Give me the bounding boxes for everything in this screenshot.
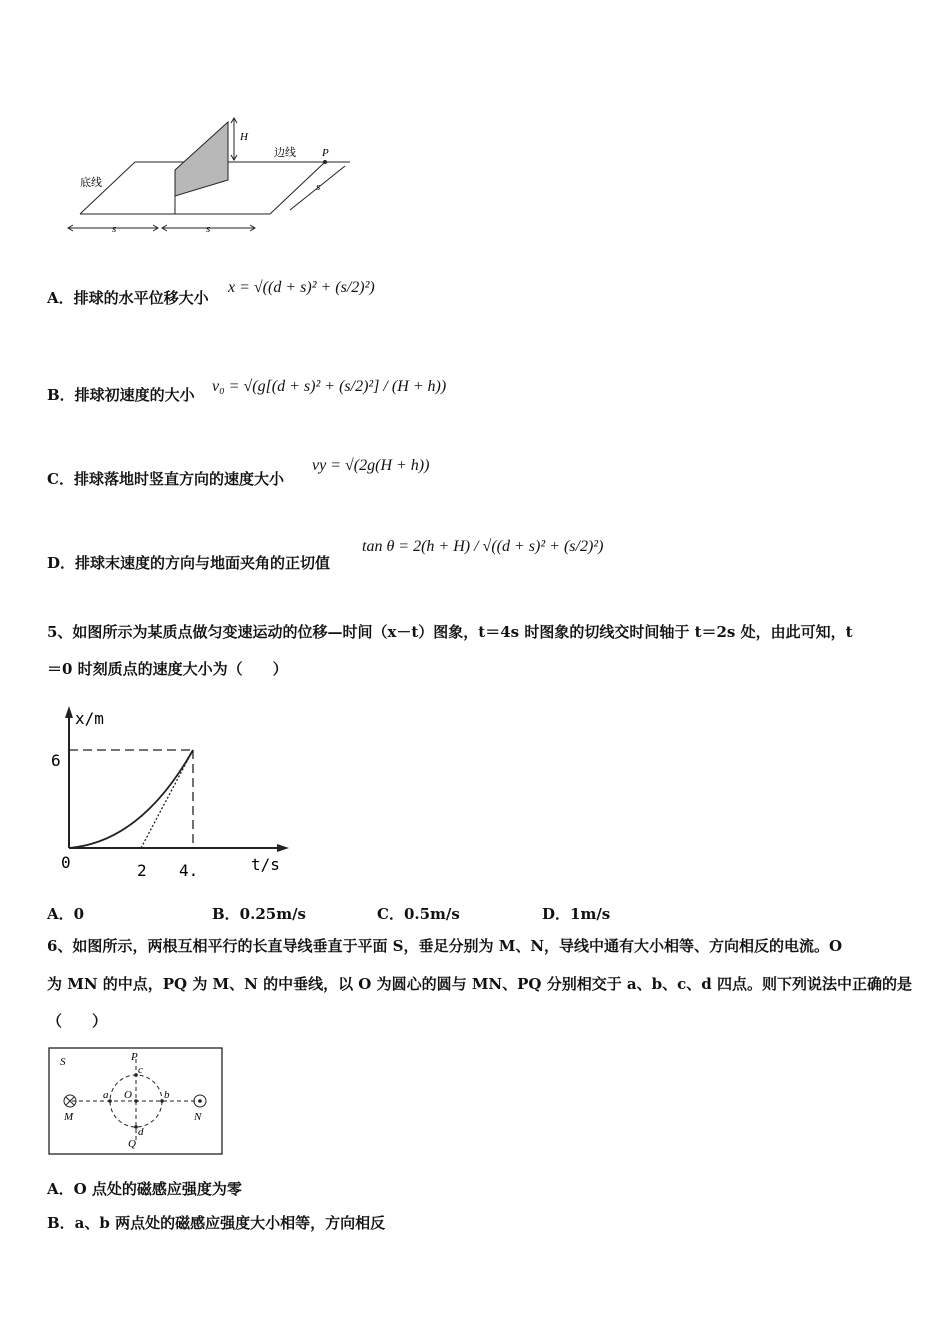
label-O: O xyxy=(124,1089,132,1101)
q5-option-d: D．1m/s xyxy=(542,905,611,923)
y-axis-label: x/m xyxy=(75,709,104,728)
q4-option-c: C．排球落地时竖直方向的速度大小 xyxy=(47,470,284,488)
q4-option-b: B．排球初速度的大小 xyxy=(47,386,195,404)
label-S: S xyxy=(60,1056,66,1068)
label-s-slant: s xyxy=(316,181,321,193)
label-N: N xyxy=(194,1111,202,1123)
q4-option-d: D．排球末速度的方向与地面夹角的正切值 xyxy=(47,554,331,572)
q6-stem-line3: （ ） xyxy=(47,1012,108,1030)
q4-option-a-formula: x = √((d + s)² + (s/2)²) xyxy=(228,279,375,296)
volleyball-court-figure xyxy=(60,110,360,240)
x-axis-label: t/s xyxy=(251,855,280,874)
label-Q: Q xyxy=(128,1138,136,1150)
label-s2: s xyxy=(206,223,211,235)
x-tick-4: 4. xyxy=(179,861,199,880)
q6-wires-figure xyxy=(48,1047,224,1157)
label-b: b xyxy=(164,1089,170,1101)
q6-stem-line2: 为 MN 的中点，PQ 为 M、N 的中垂线，以 O 为圆心的圆与 MN、PQ 分别相交于 a、b、c、d 四点。则下列说法中正确的是 xyxy=(47,975,912,993)
label-sideline: 边线 xyxy=(274,146,296,159)
q4-option-a: A．排球的水平位移大小 xyxy=(47,289,209,307)
q4-option-d-formula: tan θ = 2(h + H) / √((d + s)² + (s/2)²) xyxy=(362,538,604,555)
q5-stem-line1: 5、如图所示为某质点做匀变速运动的位移—时间（x－t）图象，t＝4s 时图象的切线交时间轴于 t＝2s 处，由此可知，t xyxy=(47,623,853,641)
label-d: d xyxy=(138,1126,144,1138)
q5-option-b: B．0.25m/s xyxy=(212,905,307,923)
label-P: P xyxy=(322,147,329,159)
q4-option-b-formula: v₀ = √(g[(d + s)² + (s/2)²] / (H + h)) xyxy=(212,378,447,395)
label-c: c xyxy=(138,1064,143,1076)
q6-stem-line1: 6、如图所示，两根互相平行的长直导线垂直于平面 S，垂足分别为 M、N，导线中通有大小相等、方向相反的电流。O xyxy=(47,937,843,955)
q6-option-b: B．a、b 两点处的磁感应强度大小相等，方向相反 xyxy=(47,1214,386,1232)
q5-option-c: C．0.5m/s xyxy=(377,905,460,923)
q5-option-a: A．0 xyxy=(47,905,85,923)
label-baseline: 底线 xyxy=(80,176,102,189)
q4-option-c-formula: vy = √(2g(H + h)) xyxy=(312,457,430,474)
q6-option-a: A．O 点处的磁感应强度为零 xyxy=(47,1180,242,1198)
label-P: P xyxy=(131,1051,138,1063)
label-a: a xyxy=(103,1089,109,1101)
origin-label: 0 xyxy=(61,853,71,872)
x-tick-2: 2 xyxy=(137,861,147,880)
q5-stem-line2: ＝0 时刻质点的速度大小为（ ） xyxy=(47,660,288,678)
label-s1: s xyxy=(112,223,117,235)
y-tick-6: 6 xyxy=(51,751,61,770)
q5-xt-graph xyxy=(45,700,305,885)
label-H: H xyxy=(240,131,248,143)
label-M: M xyxy=(64,1111,74,1123)
